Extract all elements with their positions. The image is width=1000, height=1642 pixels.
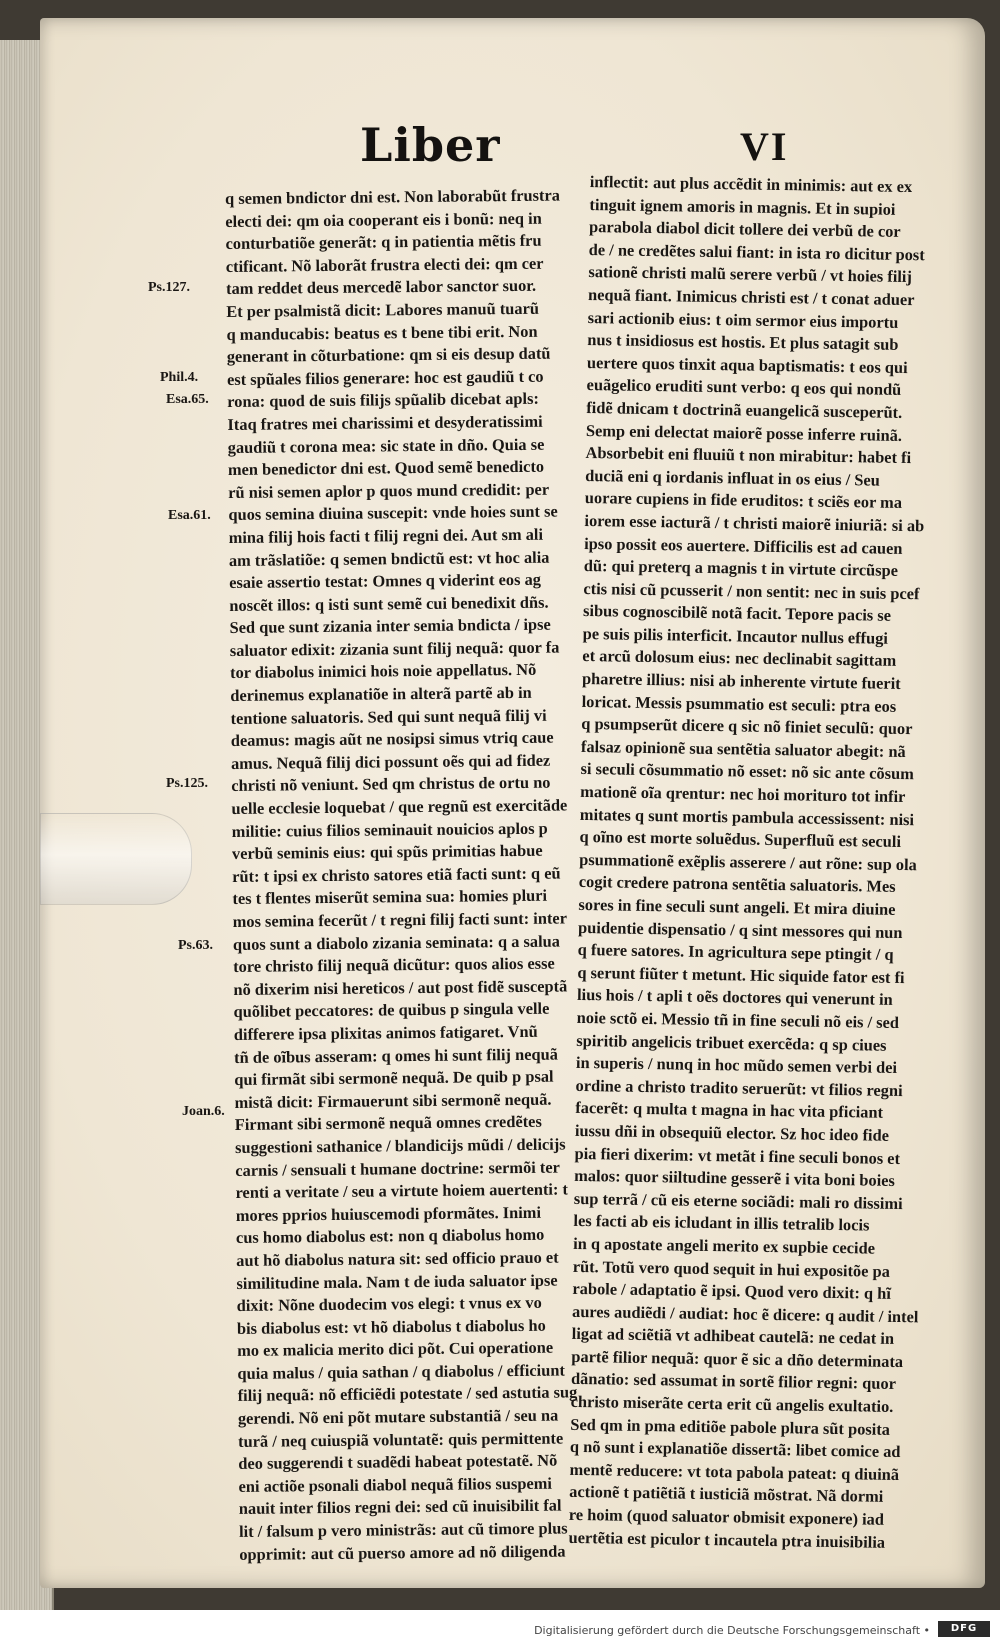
text-line: am trãslatiõe: q semen bndictũ est: vt hoc alia [228,547,550,570]
text-line: gerendi. Nõ eni põt mutare substantiã / seu na [237,1405,559,1428]
text-line: filij nequã: nõ efficiẽdi potestate / sed astutia sug [237,1382,578,1406]
text-line: derinemus explanatiõe in alterã partẽ ab in [230,682,532,706]
text-line: tes t flentes miserũt semina sua: homies pluri [232,886,548,909]
text-line: malos: quor siiltudine gesserẽ i vita boni boies [574,1166,896,1191]
text-line: partẽ filior nequã: quor ẽ sic a dño determinata [571,1346,904,1371]
text-line: lit / falsum p vero ministrãs: aut cũ timore plus [238,1518,568,1541]
page-sheet [40,18,985,1588]
text-line: bis diabolus est: vt hõ diabolus t diabolus ho [236,1315,546,1338]
running-header [40,113,985,183]
text-line: dixit: Nõne duodecim vos elegi: t vnus ex vo [236,1292,542,1316]
text-line: sari actionib eius: t oim sermor eius importu [587,307,899,332]
text-line: q semen bndictor dni est. Non laborabũt frustra [225,185,561,208]
text-line: deo suggerendi t suadẽdi habeat potestatẽ. Nõ [238,1450,558,1474]
text-line: cogit credere patrona sentẽtia saluatoris. Mes [578,872,896,897]
text-line: noie sctõ ei. Messio tñ in fine seculi nõ eis / sed [576,1007,900,1032]
header-title: Liber [360,118,501,172]
text-line: pharetre illius: nisi ab inherente virtute fuerit [581,669,901,694]
text-line: Absorbebit eni fluuiũ t non mirabitur: habet fi [585,443,912,468]
text-line: ligat ad sciẽtiã vt adhibeat cautelã: ne cedat in [571,1324,895,1349]
text-line: rabole / adaptatio ẽ ipsi. Quod vero dixit: q hĩ [572,1278,892,1303]
text-line: mitates q sunt mortis pambula accessissent: nisi [579,804,915,829]
margin-note: Phil.4. [160,370,199,385]
text-line: falsaz opinionẽ sua sentẽtia saluator abegit: nã [580,736,906,761]
text-line: ordine a christo tradito seruerũt: vt filios regni [575,1075,903,1100]
text-line: q manducabis: beatus es t bene tibi erit. Non [226,321,538,344]
text-line: Itaq fratres mei charissimi et desyderatissimi [227,411,543,434]
text-line: loricat. Messis psummatio est seculi: ptra eos [581,691,897,716]
text-line: duciã eni q iordanis influat in os eius / Seu [585,465,880,490]
text-line: parabola diabol dicit tollere dei verbũ de cor [588,217,901,242]
text-line: electi dei: qm oia cooperant eis i bonũ: neq in [225,208,542,231]
text-line: mistã dicit: Firmauerunt sibi sermonẽ nequã. [234,1089,552,1112]
dfg-logo: DFG [938,1621,990,1637]
text-line: spiritib angelicis tribuet exercẽda: q sp ciues [576,1030,887,1055]
text-line: Firmant sibi sermonẽ nequã omnes credẽtes [234,1112,542,1135]
text-line: de / ne credẽtes salui fiant: in ista ro dicitur post [588,239,925,265]
text-line: militie: cuius filios seminauit nouicios aplos p [231,818,548,841]
text-line: sationẽ christi malũ serere verbũ / vt hoies filij [588,262,913,287]
margin-note: Ps.63. [178,938,213,953]
text-line: nequã fiant. Inimicus christi est / t conat aduer [587,284,915,310]
text-line: puidentie dispensatio / q sint messores qui nun [577,917,903,942]
text-line: cus homo diabolus est: non q diabolus homo [235,1225,545,1248]
margin-note: Joan.6. [182,1104,225,1119]
text-line: nus t insidiosus est hostis. Et plus satagit sub [587,330,899,355]
margin-note: Ps.125. [166,776,208,791]
text-line: in q apostate angeli merito ex supbie cecide [573,1233,876,1258]
text-line: men benedictor dni est. Quod semẽ benedicto [227,456,545,480]
text-line: conturbatiõe generãt: q in patientia mẽtis fru [225,230,542,254]
text-line: mentẽ reducere: vt tota pabola pateat: q diuinã [569,1459,900,1484]
text-line: gaudiũ t corona mea: sic state in dño. Quia se [227,434,545,457]
text-line: eni actiõe psonali diabol nequã filios suspemi [238,1473,552,1496]
text-line: sup terrã / cũ eis eterne sociãdi: mali ro dissimi [573,1188,903,1213]
margin-note: Ps.127. [148,280,190,295]
text-line: rũt. Totũ vero quod sequit in hui expositõe pa [572,1256,891,1281]
text-line: mores pprios huiuscemodi pformãtes. Inimi [235,1202,542,1225]
text-line: tñ de oĩbus asseram: q omes hi sunt filij nequã [234,1044,558,1067]
text-line: tinguit ignem amoris in magnis. Et in supioi [589,194,896,219]
text-line: similitudine mala. Nam t de iuda saluator ipse [236,1270,558,1293]
text-line: quos semina diuina suscepit: vnde hoies sunt se [228,501,558,525]
text-line: rũ nisi semen aplor p quos mund credidit: per [228,479,550,502]
text-line: uertere quos tinxit aqua baptismatis: t eos qui [586,352,908,377]
text-line: ctificant. Nõ laborãt frustra electi dei: qm cer [225,253,544,276]
text-line: uelle ecclesie loquebat / que regnũ est exercitãde [231,795,568,818]
text-line: inflectit: aut plus accẽdit in minimis: aut ex ex [589,171,913,197]
text-line: carnis / sensuali t humane doctrine: sermõi ter [235,1157,560,1180]
text-line: saluator edixit: zizania sunt filij nequã: quor fa [229,637,560,660]
margin-note: Esa.65. [166,392,209,407]
text-line: aut hõ diabolus natura sit: sed officio prauo et [236,1247,559,1270]
text-line: deamus: magis aũt ne nosipsi simus vtriq caue [230,727,554,751]
text-line: nõ dixerim nisi hereticos / aut post fidẽ susceptã [233,976,568,999]
text-line: opprimit: aut cũ puerso amore ad nõ diligenda [239,1541,566,1564]
text-line: tor diabolus inimici hois noie appellatus. Nõ [229,660,537,683]
text-line: verbũ seminis eius: qui spũs primitias habue [231,840,543,864]
text-line: differere ipsa plixitas animos fatigaret. Vnũ [233,1021,538,1044]
footer-credit: Digitalisierung gefördert durch die Deutsche Forschungsgemeinschaft • [534,1624,930,1637]
text-line: tore christo filij nequã dicũtur: quos alios esse [233,953,555,977]
footer [0,1610,1000,1642]
text-column-right [568,171,960,1555]
text-line: mina filij hois facti t filij regni dei. Aut sm ali [228,524,544,547]
text-line: mos semina fecerũt / t regni filij facti sunt: inter [232,908,568,931]
text-line: tentione saluatoris. Sed qui sunt nequã filij vi [230,705,547,728]
text-line: mationẽ oĩa qrentur: nec hoi moriturо tot infir [580,781,906,807]
text-line: ipso possit eos auertere. Difficilis est ad cauen [584,533,903,558]
text-line: si seculi cõsummatio nõ esset: nõ sic ante cõsum [580,759,914,784]
text-line: quõlibet peccatores: de quibus p singula velle [233,999,550,1022]
text-line: rũt: t ipsi ex christo satores etiã facti sunt: q eũ [232,863,561,886]
text-line: Et per psalmistã dicit: Labores manuũ tuarũ [226,298,540,321]
text-line: les facti ab eis icludant in illis tetralib locis [573,1211,870,1235]
text-line: q nõ sunt i explanatiõe dissertã: libet comice ad [569,1437,901,1462]
text-line: aures audiẽdi / audiat: hoc ẽ dicere: q audit / intel [571,1301,919,1326]
text-line: q psumpserũt dicere q sic nõ finiet seculũ: quor [581,714,913,739]
text-line: Semp eni delectat maiorẽ posse inferre ruinã. [585,420,903,445]
text-line: ctis nisi cũ pcusserit / non sentit: nec in suis pcef [583,578,920,603]
text-line: nauit inter filios regni dei: sed cũ inuisibilit fal [238,1495,562,1519]
text-line: iussu dñi in obsequiũ elector. Sz hoc ideo fide [574,1120,890,1145]
text-line: Sed que sunt zizania inter semia bndicta / ipse [229,614,551,638]
text-line: pe suis pilis interficit. Incautor nullus effugi [582,623,889,648]
text-line: uertẽtia est piculor t incautela ptra inuisibilia [568,1527,886,1552]
text-line: uorare cupiens in fide eruditos: t sciẽs eor ma [584,488,903,513]
text-line: iorem esse iacturã / t christi maiorẽ iniuriã: si ab [584,510,925,536]
text-line: facerẽt: q multa t magna in hac vita pficiant [575,1098,884,1123]
text-line: actionẽ t patiẽtiã t iusticiã mõstrat. Nã dormi [569,1482,884,1507]
text-line: tam reddet deus mercedẽ labor sanctor suor. [225,276,537,299]
text-line: suggestioni sathanice / blandicijs mũdi / delicijs [234,1134,566,1157]
text-line: et arcũ dolosum eius: nec declinabit sagittam [582,646,897,671]
text-line: quia malus / quia sathan / q diabolus / efficiunt [237,1360,565,1383]
text-line: dũ: qui preterq a magnis t in virtute circũspe [583,556,899,580]
text-line: qui firmãt sibi sermonẽ nequã. De quib p psal [234,1066,554,1090]
text-line: noscẽt illos: q isti sunt semẽ cui benedixit dñs. [229,592,549,615]
text-line: q serunt fiũter t metunt. Hic siquide fator est fi [577,962,905,987]
text-line: generant in cõturbatione: qm si eis desup datũ [226,343,551,367]
text-line: rona: quod de suis filijs spũalib dicebat apls: [227,389,539,412]
text-line: lius hois / t apli t oẽs doctores qui venerunt in [576,985,893,1010]
text-line: fidẽ dnicam t doctrinã euangelicã susceperũt. [586,397,903,422]
text-line: in superis / nunq in hoc mũdo semen verbi dei [575,1053,898,1078]
text-line: christi nõ veniunt. Sed qm christus de ortu no [231,773,551,796]
text-line: turã / neq cuiuspiã voluntatẽ: quis permittente [238,1428,564,1451]
text-line: q fuere satores. In agricultura sepe ptingit / q [577,940,894,965]
text-line: sibus cognoscibilẽ notã facit. Tepore pacis se [582,601,892,626]
text-column-left [225,184,604,1566]
text-line: euãgelico eruditi sunt verbo: q eos qui nondũ [586,375,902,400]
text-line: pia fieri dixerim: vt metãt i fine seculi bonos et [574,1143,901,1168]
text-line: dãnatio: sed assumat in sortẽ filior regni: quor [570,1369,897,1394]
text-line: amus. Nequã filij dici possunt oẽs qui ad fidez [230,750,551,773]
text-line: esaie assertio testat: Omnes q viderint eos ag [229,569,542,593]
header-folio: VI [740,124,789,169]
text-line: mo ex malicia merito dici põt. Cui operatione [237,1337,554,1361]
text-line: re hoim (quod saluator obmisit exponere) iad [568,1504,885,1529]
text-line: christo miserãte certa erit cũ angelis exultatio. [570,1391,894,1416]
text-line: psummationẽ exẽplis asserere / aut rõne: sup ola [579,849,917,875]
plastic-clip [40,813,192,905]
text-line: est spũales filios generare: hoc est gaudiũ t co [226,366,544,389]
margin-note: Esa.61. [168,508,211,523]
text-line: sores in fine seculi sunt angeli. Et mira diuine [578,894,896,919]
text-line: q oĩno est morte soluẽdus. Superfluũ est seculi [579,827,902,852]
text-line: Sed qm in pma editiõe pabole plura sũt posita [570,1414,891,1439]
text-line: renti a veritate / seu a virtute hoiem auertenti: t [235,1179,569,1203]
text-line: quos sunt a diabolo zizania seminata: q a salua [232,931,560,954]
